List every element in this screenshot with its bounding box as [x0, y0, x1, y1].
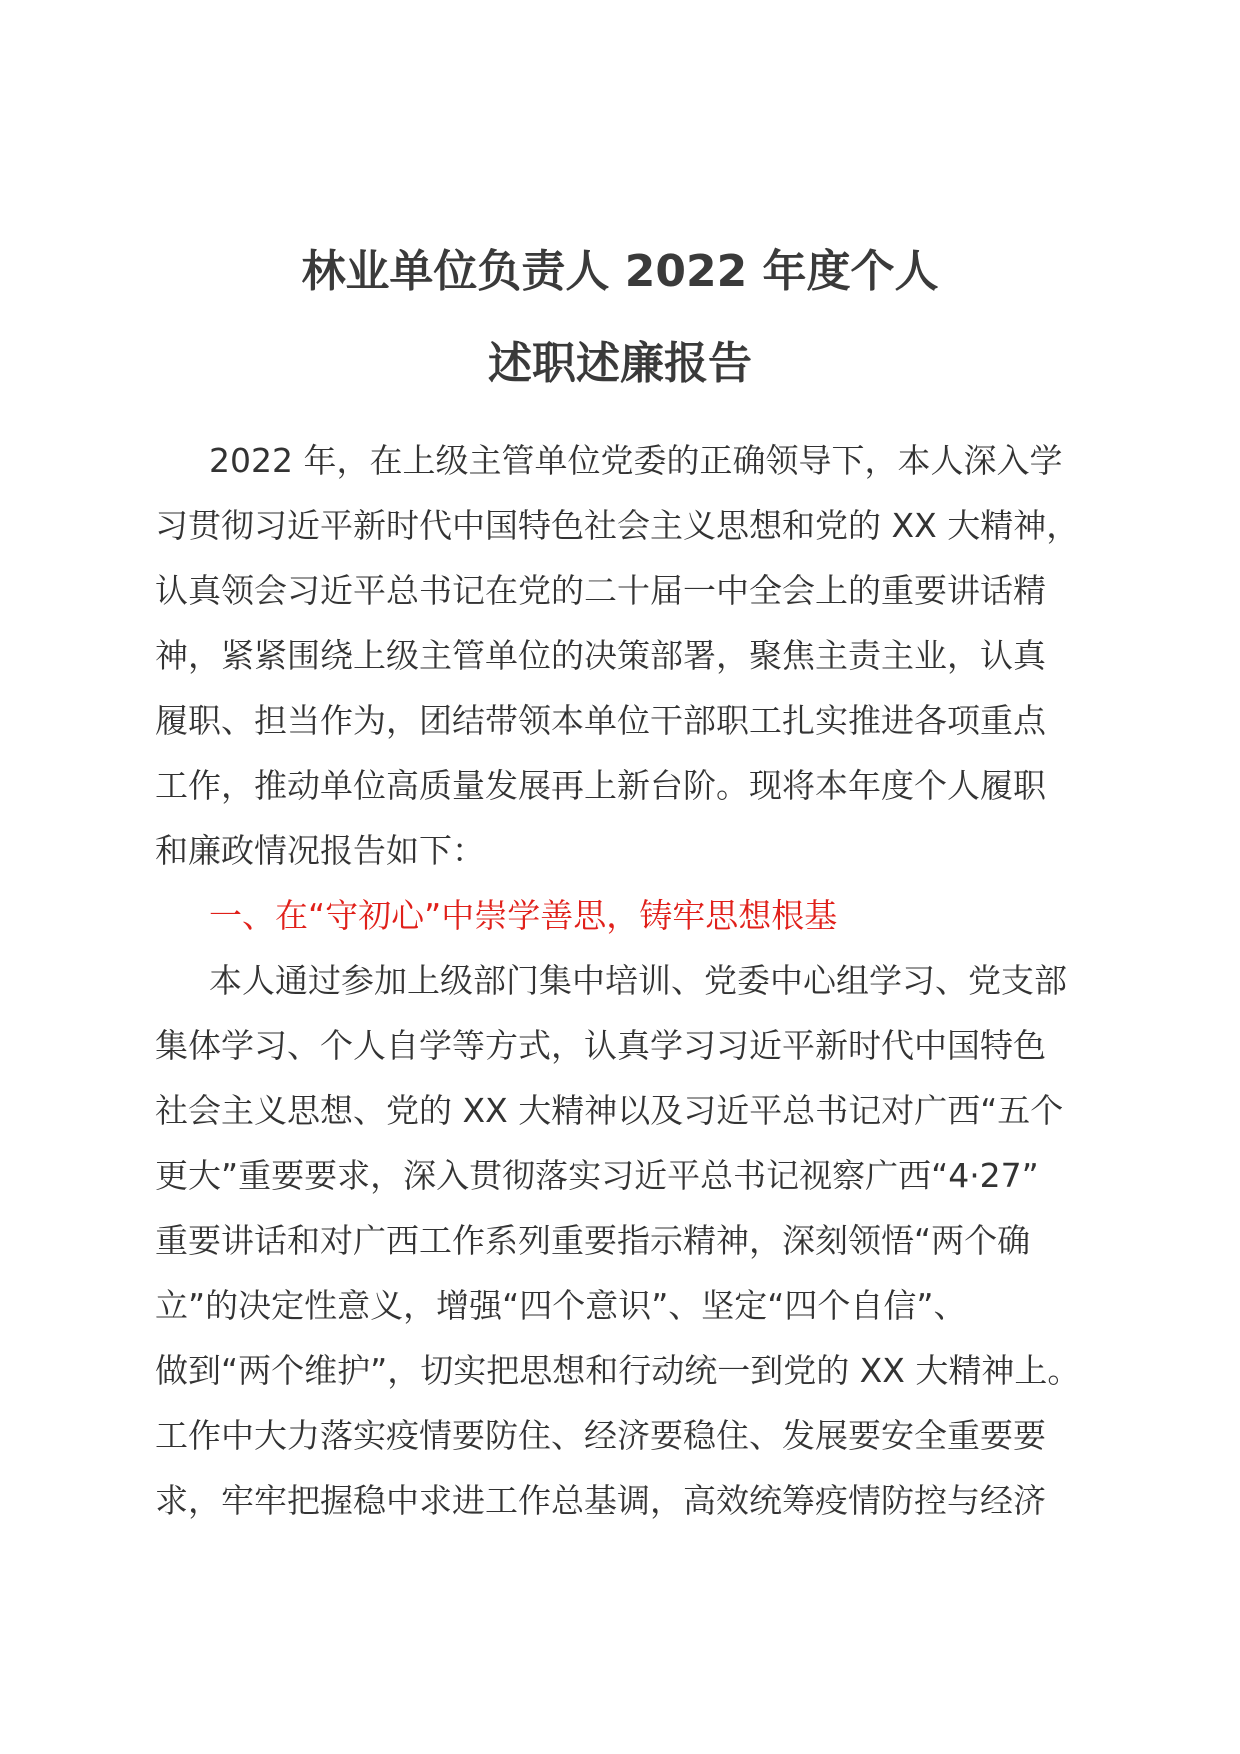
- document-title-line-2: 述职述廉报告: [488, 338, 752, 389]
- paragraph-2-line: 集体学习、个人自学等方式，认真学习习近平新时代中国特色: [155, 1026, 1046, 1065]
- paragraph-2-line: 求，牢牢把握稳中求进工作总基调，高效统筹疫情防控与经济: [155, 1481, 1046, 1520]
- paragraph-2-line: 更大”重要要求，深入贯彻落实习近平总书记视察广西“4·27”: [155, 1156, 1039, 1195]
- paragraph-2-line: 立”的决定性意义，增强“四个意识”、坚定“四个自信”、: [155, 1286, 967, 1325]
- paragraph-2-line: 工作中大力落实疫情要防住、经济要稳住、发展要安全重要要: [155, 1416, 1046, 1455]
- paragraph-2-line: 本人通过参加上级部门集中培训、党委中心组学习、党支部: [209, 961, 1067, 1000]
- paragraph-1-line: 2022 年，在上级主管单位党委的正确领导下，本人深入学: [209, 441, 1063, 480]
- paragraph-2-line: 社会主义思想、党的 XX 大精神以及习近平总书记对广西“五个: [155, 1091, 1064, 1130]
- document-body: [155, 428, 1095, 1533]
- paragraph-1-line: 履职、担当作为，团结带领本单位干部职工扎实推进各项重点: [155, 701, 1046, 740]
- paragraph-1-line: 认真领会习近平总书记在党的二十届一中全会上的重要讲话精: [155, 571, 1046, 610]
- paragraph-1-line: 工作，推动单位高质量发展再上新台阶。现将本年度个人履职: [155, 766, 1046, 805]
- paragraph-1-line: 和廉政情况报告如下：: [155, 831, 485, 870]
- paragraph-1-line: 神，紧紧围绕上级主管单位的决策部署，聚焦主责主业，认真: [155, 636, 1046, 675]
- section-1-heading: 一、在“守初心”中崇学善思，铸牢思想根基: [209, 896, 838, 935]
- paragraph-2-line: 做到“两个维护”，切实把思想和行动统一到党的 XX 大精神上。: [155, 1351, 1081, 1390]
- paragraph-1-line: 习贯彻习近平新时代中国特色社会主义思想和党的 XX 大精神，: [155, 506, 1080, 545]
- paragraph-2-line: 重要讲话和对广西工作系列重要指示精神，深刻领悟“两个确: [155, 1221, 1031, 1260]
- document-title-line-1: 林业单位负责人 2022 年度个人: [301, 246, 939, 297]
